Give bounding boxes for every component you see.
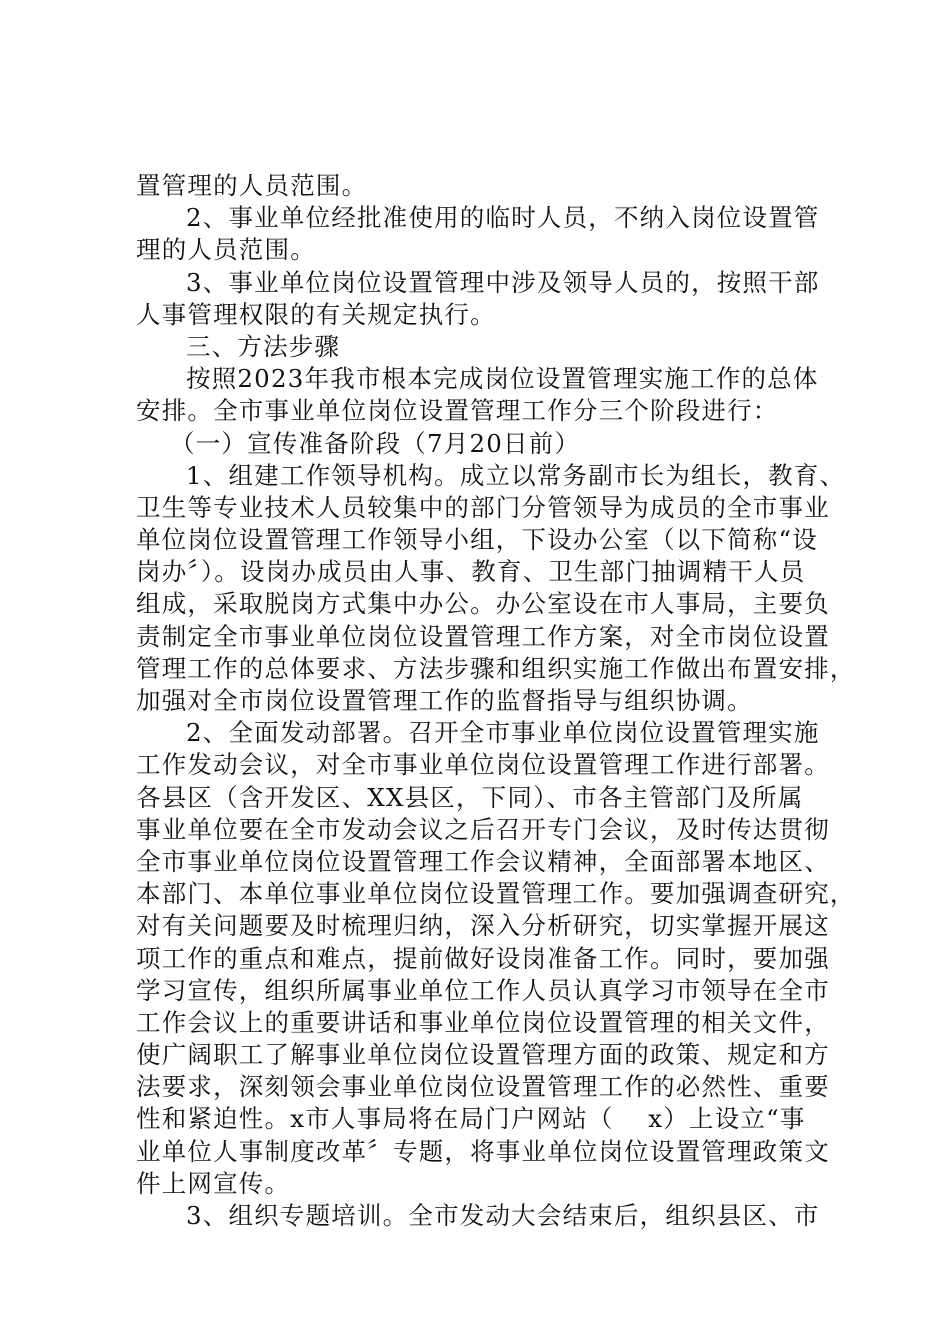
text-line: 理的人员范围。 <box>136 235 316 265</box>
subsection-heading: （一）宣传准备阶段（7月20日前） <box>170 428 581 458</box>
text-line: 2、全面发动部署。召开全市事业单位岗位设置管理实施 <box>186 718 820 748</box>
text-line: 性和紧迫性。x市人事局将在局门户网站（ x）上设立“事 <box>136 1104 806 1134</box>
text-line: 安排。全市事业单位岗位设置管理工作分三个阶段进行： <box>136 396 779 426</box>
text-line: 3、事业单位岗位设置管理中涉及领导人员的，按照干部 <box>186 267 820 297</box>
text-line: 置管理的人员范围。 <box>136 171 368 200</box>
text-line: 3、组织专题培训。全市发动大会结束后，组织县区、市 <box>186 1201 820 1230</box>
document-body <box>136 170 856 1232</box>
text-line: 1、组建工作领导机构。成立以常务副市长为组长，教育、 <box>186 460 846 490</box>
text-line: 全市事业单位岗位设置管理工作会议精神，全面部署本地区、 <box>136 846 830 876</box>
text-line: 2、事业单位经批准使用的临时人员，不纳入岗位设置管 <box>186 203 820 233</box>
text-line: 对有关问题要及时梳理归纳，深入分析研究，切实掌握开展这 <box>136 911 830 941</box>
text-line: 项工作的重点和难点，提前做好设岗准备工作。同时，要加强 <box>136 943 830 973</box>
text-line: 人事管理权限的有关规定执行。 <box>136 299 496 329</box>
text-line: 法要求，深刻领会事业单位岗位设置管理工作的必然性、重要 <box>136 1072 830 1102</box>
text-line: 各县区（含开发区、XX县区，下同）、市各主管部门及所属 <box>136 782 804 812</box>
text-line: 使广阔职工了解事业单位岗位设置管理方面的政策、规定和方 <box>136 1040 830 1070</box>
text-line: 组成，采取脱岗方式集中办公。办公室设在市人事局，主要负 <box>136 589 830 619</box>
text-line: 加强对全市岗位设置管理工作的监督指导与组织协调。 <box>136 686 753 715</box>
section-heading: 三、方法步骤 <box>186 331 341 361</box>
text-line: 责制定全市事业单位岗位设置管理工作方案，对全市岗位设置 <box>136 621 830 651</box>
text-line: 管理工作的总体要求、方法步骤和组织实施工作做出布置安排， <box>136 653 856 683</box>
text-line: 学习宣传，组织所属事业单位工作人员认真学习市领导在全市 <box>136 975 830 1005</box>
text-line: 业单位人事制度改革〞专题，将事业单位岗位设置管理政策文 <box>136 1136 830 1166</box>
text-line: 工作发动会议，对全市事业单位岗位设置管理工作进行部署。 <box>136 750 830 780</box>
text-line: 按照2023年我市根本完成岗位设置管理实施工作的总体 <box>186 364 819 394</box>
text-line: 卫生等专业技术人员较集中的部门分管领导为成员的全市事业 <box>136 492 830 522</box>
text-line: 岗办〞）。设岗办成员由人事、教育、卫生部门抽调精干人员 <box>136 557 806 587</box>
text-line: 事业单位要在全市发动会议之后召开专门会议，及时传达贯彻 <box>136 814 830 844</box>
text-line: 工作会议上的重要讲话和事业单位岗位设置管理的相关文件， <box>136 1007 830 1037</box>
text-line: 件上网宣传。 <box>136 1168 291 1198</box>
text-line: 本部门、本单位事业单位岗位设置管理工作。要加强调查研究， <box>136 879 856 909</box>
text-line: 单位岗位设置管理工作领导小组，下设办公室（以下简称“设 <box>136 525 818 555</box>
